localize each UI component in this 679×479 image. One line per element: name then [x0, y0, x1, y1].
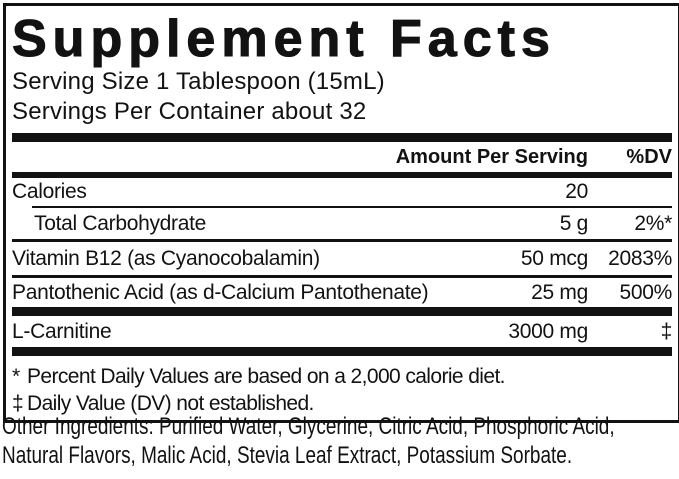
other-ingredients-line: Other Ingredients: Purified Water, Glycerine, Citric Acid, Phosphoric Acid,	[2, 413, 615, 440]
serving-size-line: Serving Size 1 Tablespoon (15mL)	[12, 68, 385, 95]
nutrient-row-total-carbohydrate	[12, 208, 672, 239]
nutrient-amount: 25 mg	[531, 280, 588, 304]
header-amount-per-serving: Amount Per Serving	[395, 145, 588, 168]
footnote-marker: ‡	[12, 392, 24, 415]
other-ingredients	[2, 412, 679, 470]
nutrient-amount: 5 g	[559, 211, 588, 235]
nutrient-name: Total Carbohydrate	[34, 211, 207, 235]
nutrient-amount: 3000 mg	[508, 319, 588, 343]
other-ingredients-line: Natural Flavors, Malic Acid, Stevia Leaf Extract, Potassium Sorbate.	[2, 442, 573, 469]
servings-per-container-line: Servings Per Container about 32	[12, 98, 367, 125]
nutrient-dv: ‡	[660, 319, 672, 343]
footnote-text: Percent Daily Values are based on a 2,000 calorie diet.	[27, 365, 505, 388]
supplement-facts-panel	[3, 3, 679, 423]
nutrient-row-pantothenic-acid	[12, 278, 672, 307]
nutrient-dv: 500%	[619, 280, 672, 304]
nutrient-name: Calories	[12, 180, 87, 203]
footnote-marker: *	[12, 365, 20, 388]
nutrient-row-l-carnitine	[12, 316, 672, 347]
table-header-row	[12, 142, 672, 172]
nutrient-name: L-Carnitine	[12, 319, 112, 343]
divider-bar-top	[12, 133, 672, 142]
divider-bar-bottom	[12, 347, 672, 356]
nutrient-amount: 50 mcg	[520, 246, 588, 270]
footnotes	[12, 363, 672, 417]
nutrient-row-vitamin-b12	[12, 242, 672, 275]
nutrient-name: Vitamin B12 (as Cyanocobalamin)	[12, 246, 320, 270]
footnote-text: Daily Value (DV) not established.	[27, 392, 314, 415]
nutrient-dv: 2083%	[608, 246, 672, 270]
panel-title: Supplement Facts	[12, 10, 556, 68]
footnote-percent-dv	[12, 363, 672, 390]
nutrient-row-calories	[12, 178, 672, 206]
nutrient-amount: 20	[565, 180, 588, 203]
nutrient-dv: 2%*	[634, 211, 672, 235]
divider-bar-mid	[12, 307, 672, 316]
nutrient-name: Pantothenic Acid (as d-Calcium Pantothenate)	[12, 280, 429, 304]
header-percent-dv: %DV	[626, 145, 672, 168]
